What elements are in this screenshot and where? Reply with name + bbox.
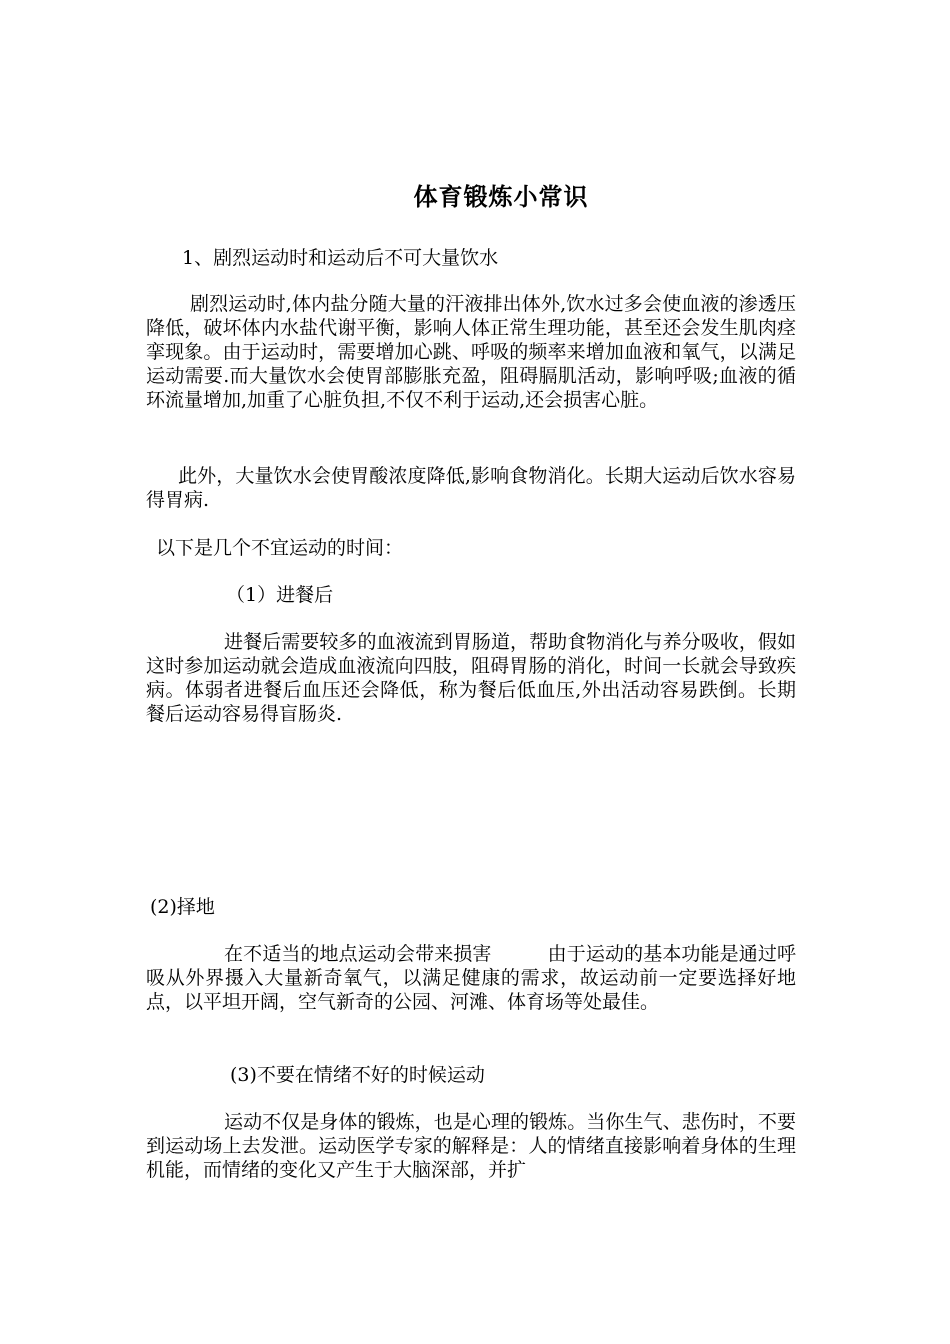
item-2-paragraph-lead: 在不适当的地点运动会带来损害	[224, 943, 492, 965]
item-2-paragraph-rest: 由于运动的基本功能是通过呼吸从外界摄入大量新奇氧气，以满足健康的需求，故运动前一定要选择好地点，以平坦开阔，空气新奇的公园、河滩、体育场等处最佳。	[146, 943, 796, 1013]
item-2-paragraph	[146, 942, 796, 1014]
item-1-heading: （1）进餐后	[226, 584, 334, 606]
section-1-paragraph-1: 剧烈运动时,体内盐分随大量的汗液排出体外,饮水过多会使血液的渗透压降低，破坏体内水盐代谢平衡，影响人体正常生理功能，甚至还会发生肌肉痉挛现象。由于运动时，需要增加心跳、呼吸的频率来增加血液和氧气，以满足运动需要.而大量饮水会使胃部膨胀充盈，阻碍膈肌活动，影响呼吸;血液的循环流量增加,加重了心脏负担,不仅不利于运动,还会损害心脏。	[146, 293, 796, 411]
item-3-paragraph: 运动不仅是身体的锻炼，也是心理的锻炼。当你生气、悲伤时，不要到运动场上去发泄。运动医学专家的解释是：人的情绪直接影响着身体的生理机能，而情绪的变化又产生于大脑深部，并扩	[146, 1111, 796, 1181]
document-title: 体育锻炼小常识	[413, 183, 589, 211]
item-1-paragraph: 进餐后需要较多的血液流到胃肠道，帮助食物消化与养分吸收，假如这时参加运动就会造成血液流向四肢，阻碍胃肠的消化，时间一长就会导致疾病。体弱者进餐后血压还会降低，称为餐后低血压,外出活动容易跌倒。长期餐后运动容易得盲肠炎.	[146, 631, 796, 725]
section-1-paragraph-2: 此外，大量饮水会使胃酸浓度降低,影响食物消化。长期大运动后饮水容易得胃病.	[146, 465, 796, 511]
item-3-heading: (3)不要在情绪不好的时候运动	[230, 1064, 485, 1086]
item-2-heading: (2)择地	[150, 896, 215, 918]
section-1-heading: 1、剧烈运动时和运动后不可大量饮水	[182, 247, 499, 269]
intro-line: 以下是几个不宜运动的时间：	[156, 537, 404, 559]
